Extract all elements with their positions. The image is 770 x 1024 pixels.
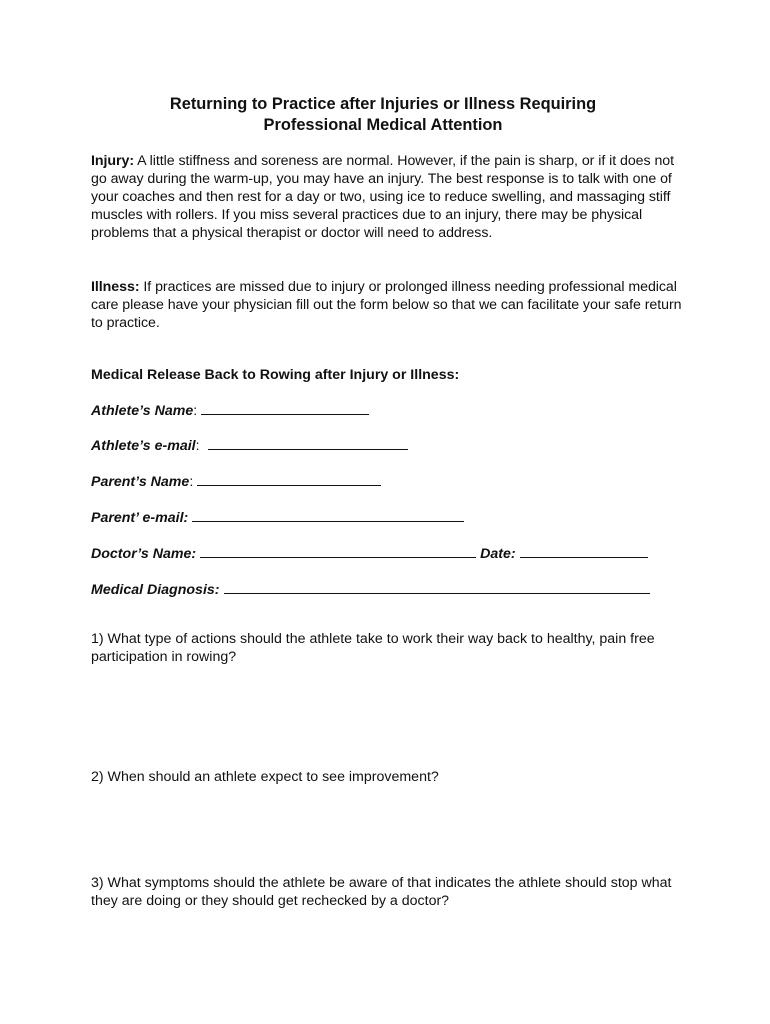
doctor-name-field bbox=[91, 544, 648, 563]
date-label: Date: bbox=[480, 546, 516, 562]
medical-diagnosis-field bbox=[91, 580, 650, 599]
medical-release-heading: Medical Release Back to Rowing after Injury or Illness: bbox=[91, 367, 460, 383]
parent-name-blank[interactable] bbox=[197, 472, 381, 486]
document-title-line-2: Professional Medical Attention bbox=[263, 116, 503, 134]
parent-name-field: Parent’s Name: bbox=[91, 472, 381, 491]
question-2: 2) When should an athlete expect to see improvement? bbox=[91, 769, 439, 785]
parent-name-label: Parent’s Name bbox=[91, 474, 190, 490]
athlete-email-label: Athlete’s e-mail bbox=[91, 438, 196, 454]
injury-paragraph bbox=[91, 152, 691, 242]
injury-text: A little stiffness and soreness are normal. However, if the pain is sharp, or if it does not go away during the warm-up, you may have an injury. The best response is to talk with one of your coaches and then rest for a day or two, using ice to reduce swelling, and massaging stiff muscles with rollers. If you miss several practices due to an injury, there may be physical problems that a physical therapist or doctor will need to address. bbox=[91, 153, 675, 241]
athlete-name-blank[interactable] bbox=[201, 401, 369, 415]
parent-email-label: Parent’ e-mail: bbox=[91, 510, 189, 526]
athlete-name-label: Athlete’s Name bbox=[91, 403, 194, 419]
doctor-name-label: Doctor’s Name: bbox=[91, 546, 197, 562]
athlete-name-field: Athlete’s Name: bbox=[91, 401, 369, 420]
injury-label: Injury: bbox=[91, 153, 135, 169]
date-blank[interactable] bbox=[520, 544, 648, 558]
athlete-email-field: Athlete’s e-mail: bbox=[91, 436, 408, 455]
medical-diagnosis-blank[interactable] bbox=[224, 580, 650, 594]
illness-text: If practices are missed due to injury or prolonged illness needing professional medical care please have your physician fill out the form below so that we can facilitate your safe return to practice. bbox=[91, 279, 682, 331]
question-1: 1) What type of actions should the athlete take to work their way back to healthy, pain free participation in rowing? bbox=[91, 631, 655, 665]
document-title-line-1: Returning to Practice after Injuries or Illness Requiring bbox=[169, 95, 597, 113]
illness-paragraph bbox=[91, 278, 691, 332]
parent-email-field bbox=[91, 508, 464, 527]
question-3: 3) What symptoms should the athlete be aware of that indicates the athlete should stop what they are doing or they should get rechecked by a doctor? bbox=[91, 875, 672, 909]
parent-email-blank[interactable] bbox=[192, 508, 464, 522]
athlete-email-blank[interactable] bbox=[208, 436, 408, 450]
medical-diagnosis-label: Medical Diagnosis: bbox=[91, 582, 220, 598]
illness-label: Illness: bbox=[91, 279, 140, 295]
doctor-name-blank[interactable] bbox=[200, 544, 476, 558]
